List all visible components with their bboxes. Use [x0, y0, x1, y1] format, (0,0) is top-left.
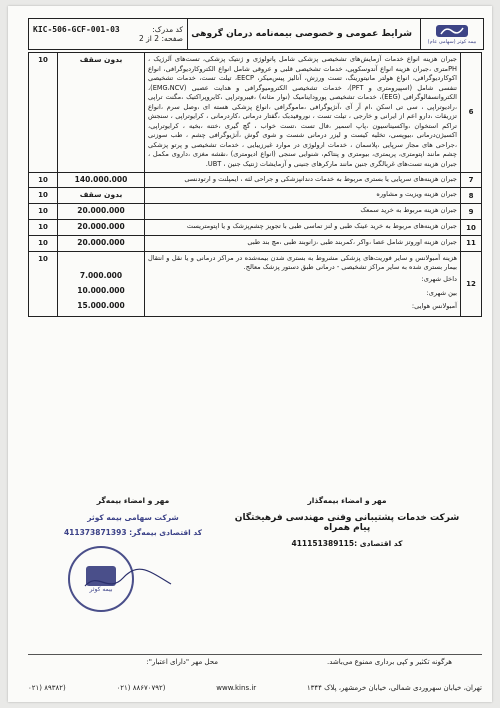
row-deductible: 10	[29, 220, 58, 236]
row-number: 12	[461, 251, 482, 316]
row-deductible: 10	[29, 53, 58, 173]
coverage-table	[28, 52, 482, 317]
document-code: KIC-506-GCF-001-03	[33, 25, 120, 34]
logo-subtitle: بیمه کوثر (سهامی عام)	[427, 39, 477, 45]
row-number: 9	[461, 204, 482, 220]
row-number: 11	[461, 236, 482, 252]
document-title: شرایط عمومی و خصوصی بیمه‌نامه درمان گروهی	[191, 29, 412, 39]
row-amount	[58, 251, 145, 316]
phone-number: ۰۲۱) ۸۸۶۷۰۷۹۲)	[116, 684, 166, 692]
insurer-signature-block	[48, 496, 218, 537]
ambulance-amount: 7.000.000	[79, 271, 123, 281]
row-deductible: 10	[29, 204, 58, 220]
row-amount: بدون سقف	[58, 188, 145, 204]
coverage-row	[29, 188, 482, 204]
row-description: جبران هزینه‌های مربوط به خرید عینک طبی و لنز تماسی طبی با تجویز چشم‌پزشک و یا اپتومتریست	[145, 220, 461, 236]
row-description: هزینه آمبولانس و سایر فوریت‌های پزشکی مشروط به بستری شدن بیمه‌شده در مراکز درمانی و یا نقل و انتقال بیمار بستری شده به سایر مراکز تشخیصی - درمانی طبق دستور پزشک معالج. داخل شهری: بین شهری: آمبولانس هوایی:	[145, 251, 461, 316]
coverage-row	[29, 251, 482, 316]
document-code-block	[29, 19, 187, 49]
document-header	[28, 18, 484, 50]
fax-number: ۰۲۱) ۸۹۳۸۲)	[28, 684, 66, 692]
row-description: جبران هزینه‌های سرپایی یا بستری مربوط به خدمات دندانپزشکی و جراحی لثه ، ایمپلنت و ارتودنسی	[145, 172, 461, 188]
insurer-company: شرکت سهامی بیمه کوثر	[87, 513, 179, 522]
validity-stamp-area: محل مهر "دارای اعتبار":	[146, 658, 218, 666]
ambulance-type: آمبولانس هوایی:	[411, 302, 457, 311]
insurer-sign-title: مهر و امضاء بیمه‌گر	[96, 496, 170, 505]
footer-divider	[28, 654, 482, 655]
ambulance-amount: 10.000.000	[77, 285, 125, 295]
row-amount: بدون سقف	[58, 53, 145, 173]
insured-signature-block	[232, 496, 462, 548]
row-description: جبران هزینه اوروتز شامل عصا ،واکر ،کمربند طبی ،زانوبند طبی ،مچ بند طبی	[145, 236, 461, 252]
row-description: جبران هزینه مربوط به خرید سمعک	[145, 204, 461, 220]
coverage-row	[29, 236, 482, 252]
website-link[interactable]: www.kins.ir	[216, 684, 257, 692]
coverage-row	[29, 172, 482, 188]
row-description: جبران هزینه ویزیت و مشاوره	[145, 188, 461, 204]
row-deductible: 10	[29, 236, 58, 252]
ambulance-amount: 15.000.000	[77, 300, 125, 310]
row-number: 8	[461, 188, 482, 204]
kowsar-logo	[420, 19, 483, 49]
coverage-row	[29, 220, 482, 236]
row-amount: 20.000.000	[58, 236, 145, 252]
row-amount: 140.000.000	[58, 172, 145, 188]
coverage-row	[29, 53, 482, 173]
row-deductible: 10	[29, 172, 58, 188]
row-amount: 20.000.000	[58, 220, 145, 236]
row-description: جبران هزینه انواع خدمات آزمایش‌های تشخیصی پزشکی شامل پاتولوژی و ژنتیک پزشکی، تست‌های آلرژیک ، PHمتری ،جبران هزینه انواع آندوسکوپی، خدمات تشخیصی قلبی و عروقی شامل انواع الکتروکاردیوگرافی، انواع اکوکاردیوگرافی، انواع هولتر مانیتورینگ، تست ورزش، آنالیز پیس‌میکر، EECP، تیلت تست، خدمات تشخیصی تنفسی شامل (اسپیرومتری و PFT)، خدمات تشخیصی الکترومیوگرافی و هدایت عصبی (EMG،NCV)، الکتروانسفالوگرافی (EEG)، خدمات تشخیصی پوروداینامیک (نوار مثانه) ،فیبروتراپی ،کایروپراکتیک ،مگنت تراپی ،رادیوتراپی ، سی تی اسکن ،ام آر آی ،آنژیوگرافی ،ماموگرافی ،انواع پزشکی هسته ای ،وصل سرم ،انواع تزریقات ،دارو اعم از ایرانی و خارجی ، تیلت تست ، نوروفیدبک ،گفتار درمانی ،کاردرمانی ، کرایوتراپی ، سنجش تراکم استخوان ،واکسیناسیون ،پاپ اسمیر ،فال تست ،تست خواب ، گچ گیری ،ختنه ،بخیه ، کرایوتراپی، اکسیژن‌درمانی ،بیوپسی، تخلیه کیست و لیزر درمانی شست و شوی گوش ،آنژیوگرافی چشم ، طب سوزنی ،جراحی های مجاز سرپایی ،پلاسمان ، خدمات ارولوژی در موارد غیرزیبایی ، خدمات تشخیصی و پرتو پزشکی چشم مانند اپتومتری، پریمتری، بیومتری و پنتاکم، شنوایی سنجی (انواع ادیومتری) ،نقشه مغزی ،داروی مکمل ، جبران هزینه تست‌های غربالگری جنین مانند مارکرهای جنینی و آزمایشات ژنتیک جنین ، UBT.	[145, 53, 461, 173]
contact-bar	[28, 684, 482, 692]
code-label: کد مدرک:	[152, 25, 183, 34]
row-deductible: 10	[29, 251, 58, 316]
stamp-text: بیمه کوثر	[89, 585, 113, 593]
document-page	[8, 6, 492, 702]
insured-sign-title: مهر و امضاء بیمه‌گذار	[307, 496, 387, 505]
insured-company: شرکت خدمات پشتیبانی وفنی مهندسی فرهیختگان پیام همراه	[234, 513, 460, 533]
coverage-row	[29, 204, 482, 220]
row-number: 6	[461, 53, 482, 173]
row-amount: 20.000.000	[58, 204, 145, 220]
handwritten-signature	[83, 566, 173, 596]
copy-notice: هرگونه تکثیر و کپی برداری ممنوع می‌باشد.	[327, 658, 452, 666]
row-deductible: 10	[29, 188, 58, 204]
row-number: 10	[461, 220, 482, 236]
ambulance-type: بین شهری:	[426, 288, 457, 297]
insured-economic-code: کد اقتصادی :411151389115	[291, 539, 403, 548]
ambulance-type: داخل شهری:	[421, 275, 457, 284]
page-number: صفحه: 2 از 2	[139, 34, 183, 43]
row-number: 7	[461, 172, 482, 188]
insurer-economic-code: کد اقتصادی بیمه‌گر: 411373871393	[63, 528, 203, 537]
address: تهران، خیابان سهروردی شمالی، خیابان خرمشهر، پلاک ۱۳۴۴	[306, 684, 482, 692]
logo-mark-icon	[434, 23, 470, 39]
